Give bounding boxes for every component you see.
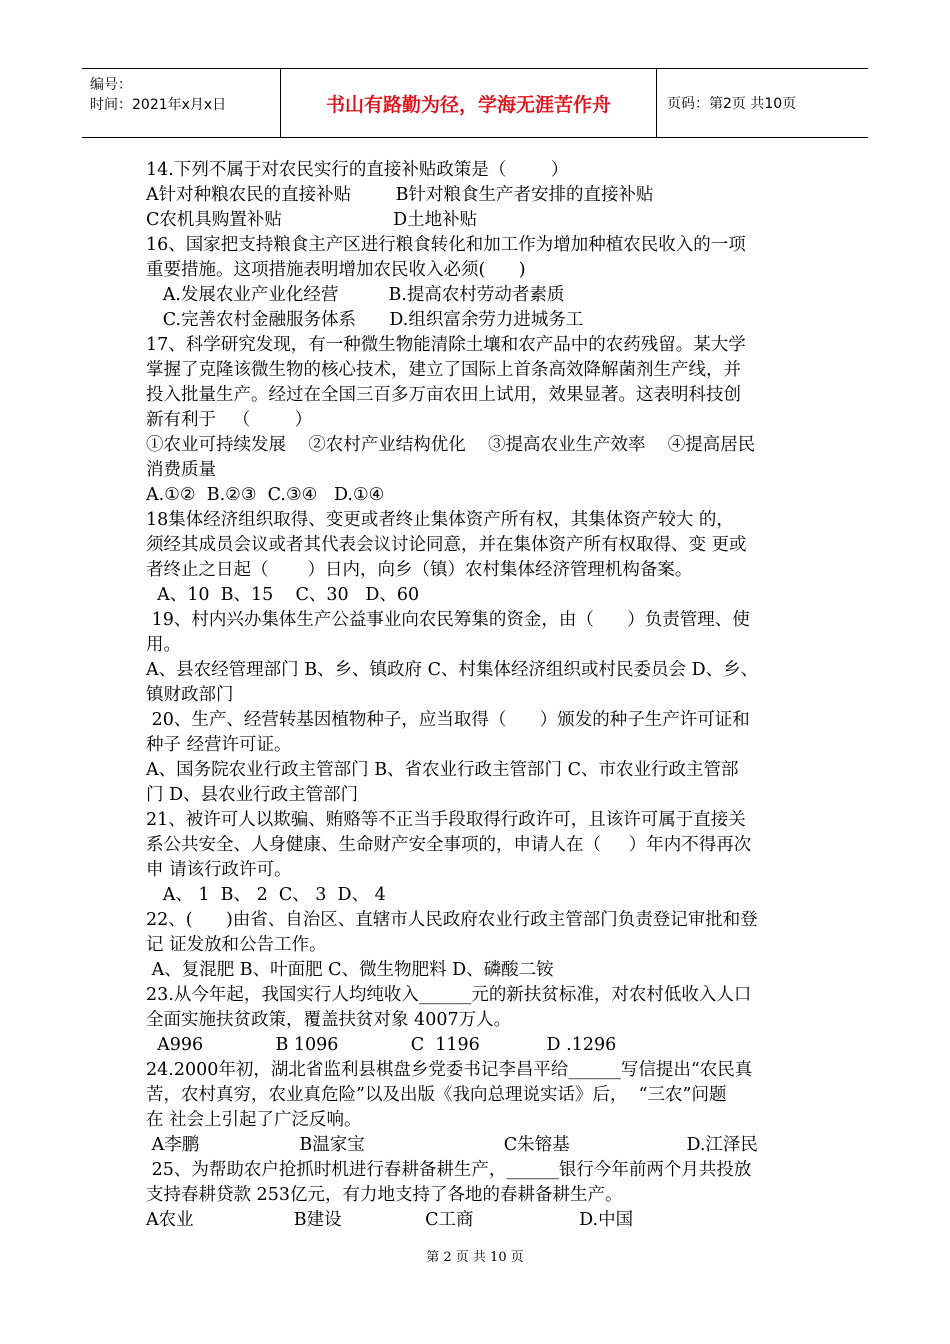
text-line: A、国务院农业行政主管部门 B、省农业行政主管部门 C、市农业行政主管部 [146, 760, 739, 780]
text-line: 14.下列不属于对农民实行的直接补贴政策是（ ） [146, 160, 569, 180]
time-label: 时间：2021年x月x日 [90, 97, 227, 113]
text-line: 25、为帮助农户抢抓时机进行春耕备耕生产，______银行今年前两个月共投放 [146, 1160, 752, 1180]
text-line: 种子 经营许可证。 [146, 735, 292, 755]
text-line: 20、生产、经营转基因植物种子，应当取得（ ）颁发的种子生产许可证和 [146, 710, 750, 730]
text-line: 支持春耕贷款 253亿元，有力地支持了各地的春耕备耕生产。 [146, 1185, 623, 1205]
text-line: A农业 B建设 C工商 D.中国 [146, 1210, 634, 1230]
text-line: 24.2000年初，湖北省监利县棋盘乡党委书记李昌平给______写信提出“农民真 [146, 1060, 753, 1080]
page-footer: 第 2 页 共 10 页 [426, 1250, 524, 1265]
text-line: 重要措施。这项措施表明增加农民收入必须( ) [146, 260, 526, 280]
header-page-info: 页码：第2页 共10页 [667, 96, 797, 112]
text-line: 掌握了克隆该微生物的核心技术，建立了国际上首条高效降解菌剂生产线，并 [146, 360, 741, 380]
text-line: A、 1 B、 2 C、 3 D、 4 [146, 885, 386, 905]
text-line: 系公共安全、人身健康、生命财产安全事项的，申请人在（ ）年内不得再次 [146, 835, 752, 855]
text-line: A针对种粮农民的直接补贴 B针对粮食生产者安排的直接补贴 [146, 185, 654, 205]
text-line: A、复混肥 B、叶面肥 C、微生物肥料 D、磷酸二铵 [146, 960, 554, 980]
text-line: 21、被许可人以欺骗、贿赂等不正当手段取得行政许可，且该许可属于直接关 [146, 810, 746, 830]
text-line: 投入批量生产。经过在全国三百多万亩农田上试用，效果显著。这表明科技创 [146, 385, 741, 405]
text-line: A996 B 1096 C 1196 D .1296 [146, 1035, 617, 1055]
text-line: 苦，农村真穷，农业真危险”以及出版《我向总理说实话》后， “三农”问题 [146, 1085, 727, 1105]
text-line: 镇财政部门 [146, 685, 234, 705]
text-line: A、县农经管理部门 B、乡、镇政府 C、村集体经济组织或村民委员会 D、乡、 [146, 660, 759, 680]
text-line: 在 社会上引起了广泛反响。 [146, 1110, 362, 1130]
text-line: 申 请该行政许可。 [146, 860, 292, 880]
text-line: 新有利于 （ ） [146, 410, 313, 430]
page-header [82, 68, 868, 138]
header-motto: 书山有路勤为径，学海无涯苦作舟 [281, 69, 657, 137]
text-line: 18集体经济组织取得、变更或者终止集体资产所有权，其集体资产较大 的， [146, 510, 734, 530]
text-line: A.①② B.②③ C.③④ D.①④ [146, 485, 385, 505]
text-line: 消费质量 [146, 460, 216, 480]
text-line: 者终止之日起（ ）日内，向乡（镇）农村集体经济管理机构备案。 [146, 560, 693, 580]
text-line: 记 证发放和公告工作。 [146, 935, 327, 955]
text-line: ①农业可持续发展 ②农村产业结构优化 ③提高农业生产效率 ④提高居民 [146, 435, 756, 455]
document-body [146, 158, 826, 1233]
text-line: 22、( )由省、自治区、直辖市人民政府农业行政主管部门负责登记审批和登 [146, 910, 758, 930]
text-line: 须经其成员会议或者其代表会议讨论同意，并在集体资产所有权取得、变 更或 [146, 535, 747, 555]
header-meta [82, 69, 281, 137]
text-line: 23.从今年起，我国实行人均纯收入______元的新扶贫标准，对农村低收入人口 [146, 985, 752, 1005]
text-line: 16、国家把支持粮食主产区进行粮食转化和加工作为增加种植农民收入的一项 [146, 235, 746, 255]
text-line: A.发展农业产业化经营 B.提高农村劳动者素质 [146, 285, 565, 305]
text-line: A、10 B、15 C、30 D、60 [146, 585, 420, 605]
text-line: 用。 [146, 635, 181, 655]
text-line: 17、科学研究发现，有一种微生物能清除土壤和农产品中的农药残留。某大学 [146, 335, 746, 355]
text-line: C.完善农村金融服务体系 D.组织富余劳力进城务工 [146, 310, 584, 330]
text-line: A李鹏 B温家宝 C朱镕基 D.江泽民 [146, 1135, 758, 1155]
text-line: 19、村内兴办集体生产公益事业向农民筹集的资金，由（ ）负责管理、使 [146, 610, 750, 630]
text-line: C农机具购置补贴 D土地补贴 [146, 210, 478, 230]
text-line: 全面实施扶贫政策，覆盖扶贫对象 4007万人。 [146, 1010, 512, 1030]
text-line: 门 D、县农业行政主管部门 [146, 785, 359, 805]
number-label: 编号： [90, 77, 132, 93]
